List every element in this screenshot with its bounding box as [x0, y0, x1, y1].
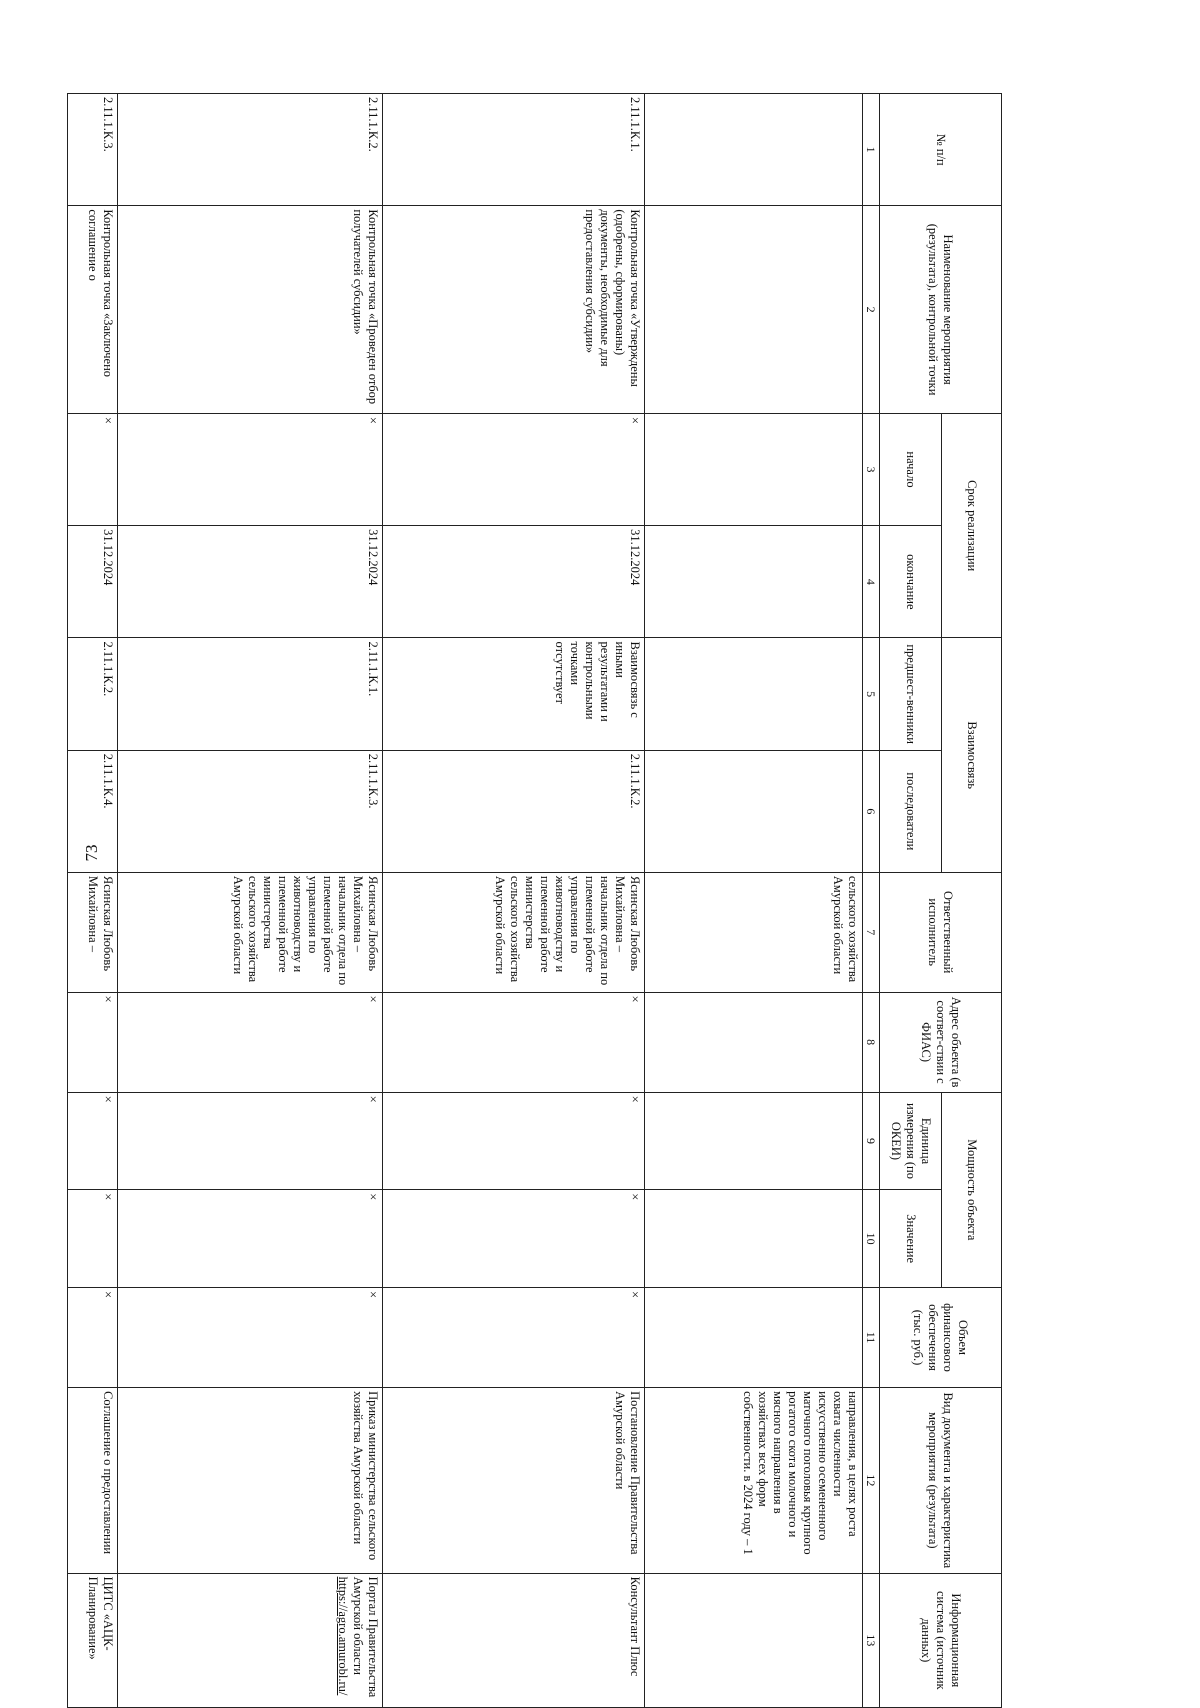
cell-end: 31.12.2024 — [67, 526, 117, 638]
cell-value — [644, 1190, 862, 1288]
cell-unit: × — [67, 1092, 117, 1190]
cell-end: 31.12.2024 — [382, 526, 644, 638]
cell-finance: × — [67, 1287, 117, 1387]
col-number: 5 — [862, 638, 879, 750]
cell-predecessors: Взаимосвязь с иными результатами и контрольными точками отсутствует — [382, 638, 644, 750]
col-number: 10 — [862, 1190, 879, 1288]
table-row — [67, 94, 117, 1708]
cell-address: × — [382, 992, 644, 1092]
header-start: начало — [880, 413, 942, 525]
header-predecessors: предшест-венники — [880, 638, 942, 750]
header-value: Значение — [880, 1190, 942, 1288]
cell-num: 2.11.1.К.2. — [117, 94, 382, 206]
cell-address — [644, 992, 862, 1092]
header-source: Информационная система (источник данных) — [880, 1573, 1002, 1707]
header-document: Вид документа и характеристика мероприятия (результата) — [880, 1388, 1002, 1574]
header-capacity: Мощность объекта — [942, 1092, 1002, 1287]
cell-predecessors — [644, 638, 862, 750]
col-number: 12 — [862, 1388, 879, 1574]
cell-name: Контрольная точка «Заключено соглашение о — [67, 206, 117, 414]
header-successors: последователи — [880, 750, 942, 872]
cell-document: Соглашение о предоставлении — [67, 1388, 117, 1574]
cell-predecessors: 2.11.1.К.2. — [67, 638, 117, 750]
cell-document: Постановление Правительства Амурской области — [382, 1388, 644, 1574]
cell-source — [644, 1573, 862, 1707]
cell-value: × — [382, 1190, 644, 1288]
agro-portal-link[interactable]: https://agro.amurobl.ru/ — [335, 1576, 350, 1696]
cell-value: × — [117, 1190, 382, 1288]
col-number: 8 — [862, 992, 879, 1092]
header-end: окончание — [880, 526, 942, 638]
cell-finance — [644, 1287, 862, 1387]
col-number: 13 — [862, 1573, 879, 1707]
cell-predecessors: 2.11.1.К.1. — [117, 638, 382, 750]
table-row — [117, 94, 382, 1708]
cell-source: ЦИТС «АЦК-Планирование» — [67, 1573, 117, 1707]
col-number: 9 — [862, 1092, 879, 1190]
cell-successors: 2.11.1.К.4. — [67, 750, 117, 872]
cell-executor: Ясинская Любовь Михайловна – — [67, 872, 117, 992]
header-num: № п/п — [880, 94, 1002, 206]
cell-unit: × — [117, 1092, 382, 1190]
source-label: Портал Правительства Амурской области — [350, 1576, 380, 1698]
header-finance: Объем финансового обеспечения (тыс. руб.) — [880, 1287, 1002, 1387]
cell-num — [644, 94, 862, 206]
cell-num: 2.11.1.К.3. — [67, 94, 117, 206]
page-number: 73 — [82, 844, 101, 862]
cell-name — [644, 206, 862, 414]
cell-source: Консультант Плюс — [382, 1573, 644, 1707]
header-period: Срок реализации — [942, 413, 1002, 638]
cell-executor: сельского хозяйства Амурской области — [644, 872, 862, 992]
cell-document: Приказ министерства сельского хозяйства Амурской области — [117, 1388, 382, 1574]
cell-document: направления, в целях роста охвата численности искусственно осемененного маточного поголовья крупного рогатого скота молочного и мясного направления в хозяйствах всех форм собственности. в 2024 году – 1 — [644, 1388, 862, 1574]
col-number: 6 — [862, 750, 879, 872]
cell-finance: × — [382, 1287, 644, 1387]
header-address: Адрес объекта (в соответ-ствии с ФИАС) — [880, 992, 1002, 1092]
col-number: 4 — [862, 526, 879, 638]
table-row — [382, 94, 644, 1708]
cell-start: × — [117, 413, 382, 525]
cell-finance: × — [117, 1287, 382, 1387]
column-numbers-row — [862, 94, 879, 1708]
col-number: 7 — [862, 872, 879, 992]
col-number: 3 — [862, 413, 879, 525]
cell-successors: 2.11.1.К.3. — [117, 750, 382, 872]
cell-successors — [644, 750, 862, 872]
cell-num: 2.11.1.К.1. — [382, 94, 644, 206]
cell-name: Контрольная точка «Проведен отбор получателей субсидии» — [117, 206, 382, 414]
cell-start: × — [382, 413, 644, 525]
cell-executor: Ясинская Любовь Михайловна – начальник отдела по племенной работе управления по животноводству и племенной работе министерства сельского хозяйства Амурской области — [382, 872, 644, 992]
cell-end — [644, 526, 862, 638]
header-unit: Единица измерения (по ОКЕИ) — [880, 1092, 942, 1190]
col-number: 2 — [862, 206, 879, 414]
cell-executor: Ясинская Любовь Михайловна – начальник отдела по племенной работе управления по животноводству и племенной работе министерства сельского хозяйства Амурской области — [117, 872, 382, 992]
col-number: 1 — [862, 94, 879, 206]
table-row — [644, 94, 862, 1708]
cell-address: × — [67, 992, 117, 1092]
cell-start — [644, 413, 862, 525]
plan-table — [67, 93, 1002, 1708]
cell-unit: × — [382, 1092, 644, 1190]
cell-unit — [644, 1092, 862, 1190]
cell-source — [117, 1573, 382, 1707]
cell-value: × — [67, 1190, 117, 1288]
cell-start: × — [67, 413, 117, 525]
cell-end: 31.12.2024 — [117, 526, 382, 638]
header-name: Наименование мероприятия (результата), контрольной точки — [880, 206, 1002, 414]
header-executor: Ответственный исполнитель — [880, 872, 1002, 992]
cell-successors: 2.11.1.К.2. — [382, 750, 644, 872]
cell-address: × — [117, 992, 382, 1092]
col-number: 11 — [862, 1287, 879, 1387]
cell-name: Контрольная точка «Утверждены (одобрены, сформированы) документы, необходимые для предоставления субсидии» — [382, 206, 644, 414]
header-link: Взаимосвязь — [942, 638, 1002, 872]
